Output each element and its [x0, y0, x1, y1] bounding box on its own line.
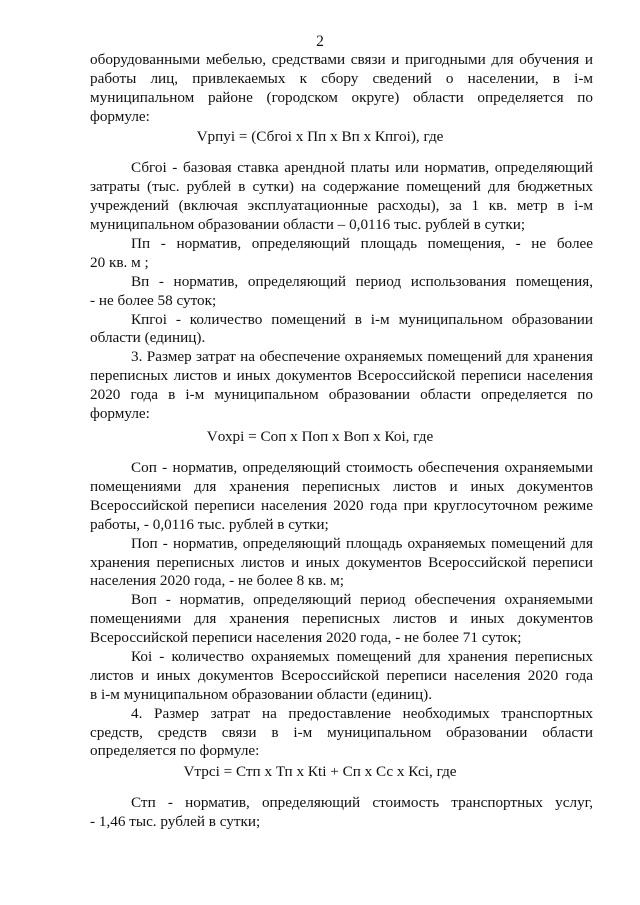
text-line: Коi - количество охраняемых помещений для хранения переписных [131, 648, 593, 665]
text-line: 20 кв. м ; [90, 253, 149, 271]
text-line: хранения переписных листов и иных документов Всероссийской переписи [90, 553, 593, 571]
text-line: муниципальном образовании области – 0,0116 тыс. рублей в сутки; [90, 216, 526, 233]
text-line: населения 2020 года, - не более 8 кв. м; [90, 572, 344, 590]
formula-transport: Vтрсi = Стп x Тп x Кtі + Сп x Сс x Ксі, где [183, 762, 457, 780]
text-line: Кпгоi - количество помещений в i-м муниципальном образовании [131, 310, 593, 328]
text-line: Воп - норматив, определяющий период обеспечения охраняемыми [131, 591, 593, 609]
text-line: в i-м муниципальном образовании области (единиц). [90, 685, 433, 703]
text-line: листов и иных документов Всероссийской переписи населения 2020 года [90, 666, 593, 684]
text-line: муниципальном районе (городском округе) области определяется по [90, 88, 593, 106]
text-line: затраты (тыс. рублей в сутки) на содержание помещений для бюджетных [90, 178, 593, 196]
page-number: 2 [316, 33, 324, 50]
text-line: Всероссийской переписи населения 2020 года, - не более 71 суток; [90, 629, 522, 647]
text-line: Сбгоi - базовая ставка арендной платы или норматив, определяющий [131, 159, 593, 177]
text-line: Стп - норматив, определяющий стоимость транспортных услуг, [131, 794, 593, 812]
text-line: помещениями для хранения переписных листов и иных документов [90, 610, 593, 628]
formula-rent: Vрпуi = (Сбгоi x Пп x Вп x Кпгоi), где [196, 128, 444, 146]
text-line: формуле: [90, 404, 150, 422]
text-line: помещениями для хранения переписных листов и иных документов [90, 478, 593, 495]
text-line: средств, средств связи в i-м муниципальном образовании области [90, 723, 593, 741]
text-line: Соп - норматив, определяющий стоимость обеспечения охраняемыми [131, 459, 593, 477]
text-line: 3. Размер затрат на обеспечение охраняемых помещений для хранения [131, 348, 593, 366]
text-line: переписных листов и иных документов Всероссийской переписи населения [90, 367, 593, 385]
text-line: определяется по формуле: [90, 742, 260, 760]
text-line: Поп - норматив, определяющий площадь охраняемых помещений для [131, 534, 593, 552]
text-line: учреждений (включая эксплуатационные расходы), за 1 кв. метр в i-м [90, 197, 593, 215]
text-line: работы лиц, привлекаемых к сбору сведений о населении, в i-м [90, 69, 593, 87]
text-line: формуле: [90, 107, 150, 125]
text-line: оборудованными мебелью, средствами связи и пригодными для обучения и [90, 51, 593, 68]
text-line: - не более 58 суток; [90, 291, 217, 309]
text-line: 4. Размер затрат на предоставление необходимых транспортных [131, 704, 593, 722]
text-line: - 1,46 тыс. рублей в сутки; [90, 813, 261, 830]
formula-storage: Vохрi = Соп x Поп x Воп x Коi, где [206, 427, 434, 445]
text-line: Всероссийской переписи населения 2020 года при круглосуточном режиме [90, 496, 593, 514]
text-line: работы, - 0,0116 тыс. рублей в сутки; [90, 515, 329, 533]
text-line: Пп - норматив, определяющий площадь помещения, - не более [131, 234, 593, 252]
text-line: 2020 года в i-м муниципальном образовании области определяется по [90, 386, 593, 403]
text-line: Вп - норматив, определяющий период использования помещения, [131, 272, 593, 290]
text-line: области (единиц). [90, 329, 206, 347]
